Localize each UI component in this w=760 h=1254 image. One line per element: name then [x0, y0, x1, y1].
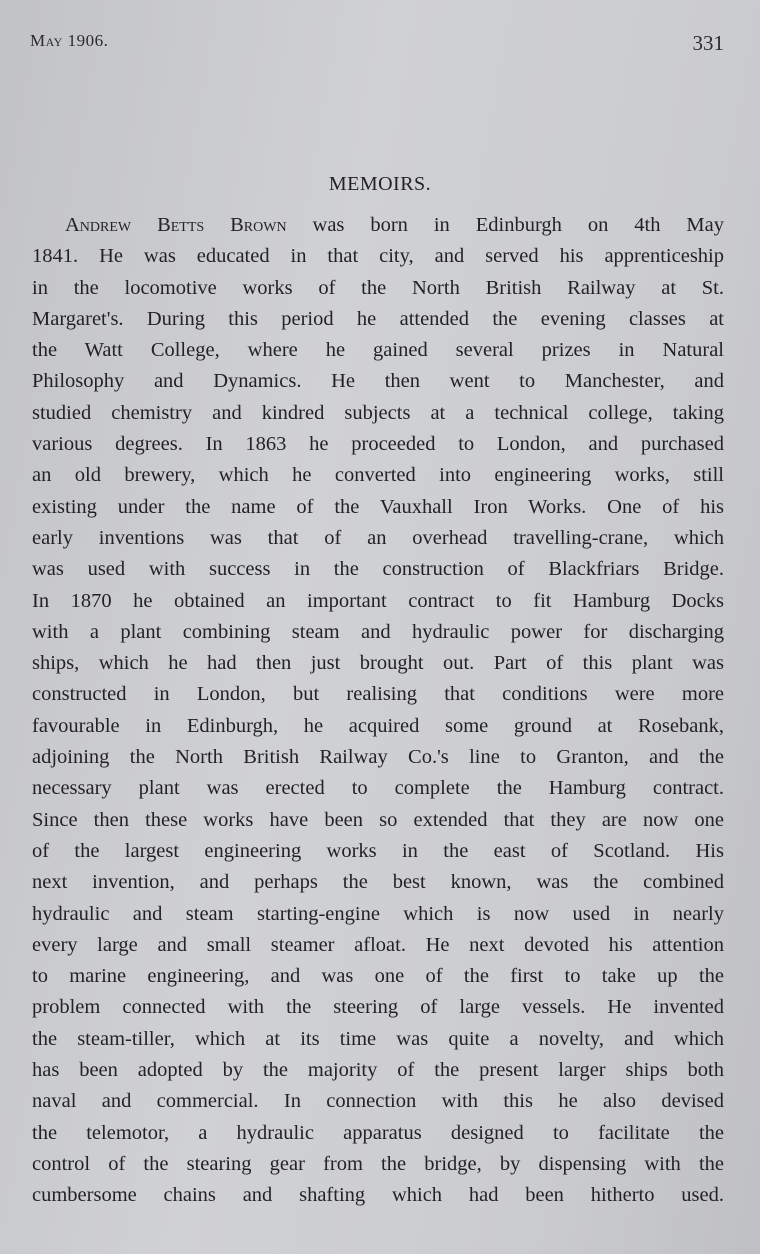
paragraph-line: was used with success in the construction of Blackfriars Bridge.: [32, 558, 724, 581]
paragraph-line: In 1870 he obtained an important contract to fit Hamburg Docks: [32, 589, 724, 612]
paragraph-line: 1841. He was educated in that city, and served his apprenticeship: [32, 245, 724, 268]
paragraph-line: hydraulic and steam starting-engine which is now used in nearly: [32, 902, 724, 925]
paragraph-line: studied chemistry and kindred subjects at a technical college, taking: [32, 401, 724, 424]
paragraph-line: existing under the name of the Vauxhall Iron Works. One of his: [32, 495, 724, 518]
paragraph-line: naval and commercial. In connection with this he also devised: [32, 1090, 724, 1113]
paragraph-line: the Watt College, where he gained several prizes in Natural: [32, 339, 724, 362]
first-line-text: was born in Edinburgh on 4th May: [286, 214, 724, 236]
paragraph-line: Since then these works have been so extended that they are now one: [32, 808, 724, 831]
paragraph-line: constructed in London, but realising that conditions were more: [32, 683, 724, 706]
paragraph-line: the steam-tiller, which at its time was quite a novelty, and which: [32, 1027, 724, 1050]
paragraph-line: the telemotor, a hydraulic apparatus designed to facilitate the: [32, 1121, 724, 1144]
paragraph-line: problem connected with the steering of large vessels. He invented: [32, 996, 724, 1019]
paragraph-line: next invention, and perhaps the best known, was the combined: [32, 871, 724, 894]
paragraph-line: in the locomotive works of the North British Railway at St.: [32, 276, 724, 299]
paragraph-line: has been adopted by the majority of the present larger ships both: [32, 1059, 724, 1082]
paragraph-line: ships, which he had then just brought out. Part of this plant was: [32, 652, 724, 675]
paragraph-line: various degrees. In 1863 he proceeded to London, and purchased: [32, 433, 724, 456]
paragraph-line: an old brewery, which he converted into engineering works, still: [32, 464, 724, 487]
paragraph-line: Margaret's. During this period he attended the evening classes at: [32, 307, 724, 330]
paragraph-line: necessary plant was erected to complete the Hamburg contract.: [32, 777, 724, 800]
running-head: May 1906.: [30, 31, 109, 50]
paragraph-line: with a plant combining steam and hydraulic power for discharging: [32, 620, 724, 643]
section-title: MEMOIRS.: [328, 173, 432, 195]
paragraph-line: to marine engineering, and was one of the first to take up the: [32, 965, 724, 988]
paragraph-line: early inventions was that of an overhead travelling-crane, which: [32, 526, 724, 549]
paragraph-line: [32, 210, 724, 241]
paragraph-line: favourable in Edinburgh, he acquired some ground at Rosebank,: [32, 714, 724, 737]
page-number: 331: [692, 31, 724, 55]
paragraph-line: every large and small steamer afloat. He next devoted his attention: [32, 933, 724, 956]
subject-name: Andrew Betts Brown: [65, 214, 287, 236]
paragraph-line: Philosophy and Dynamics. He then went to Manchester, and: [32, 370, 724, 393]
paragraph-line: of the largest engineering works in the east of Scotland. His: [32, 839, 724, 862]
paragraph-line: adjoining the North British Railway Co.'s line to Granton, and the: [32, 746, 724, 769]
paragraph-line: control of the stearing gear from the bridge, by dispensing with the: [32, 1152, 724, 1175]
paragraph-line: cumbersome chains and shafting which had been hitherto used.: [32, 1184, 724, 1207]
memoir-paragraph: [32, 210, 724, 1212]
